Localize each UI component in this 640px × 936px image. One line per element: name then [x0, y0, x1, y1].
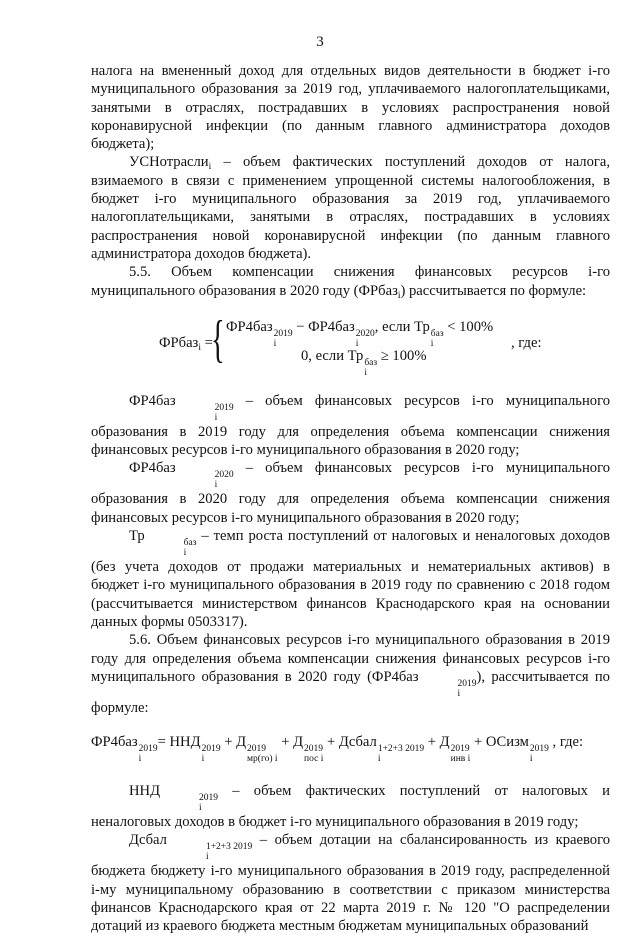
formula-case-2: 0, если Тр баз i ≥ 100% [301, 347, 427, 378]
paragraph-5-5 [91, 263, 610, 300]
paragraph-nnd: ННД 2019 i – объем фактических поступлений от налоговых и неналоговых доходов в бюджет i-го муниципального образования в 2019 году; [91, 783, 610, 831]
paragraph-trbaz: Тр баз i – темп роста поступлений от налоговых и неналоговых доходов (без учета доходов от продажи материальных и нематериальных активов) в бюджет i-го муниципального образования в 2019 году по сравнению с 2018 годом (рассчитывается министерством финансов Краснодарского края на основании данных формы 0503317). [91, 528, 610, 630]
paragraph-tax-continuation: налога на вмененный доход для отдельных видов деятельности в бюджет i-го муниципального образования за 2019 год, уплачиваемого налогоплательщиками, занятыми в отраслях, пострадавших в условиях распространения новой коронавирусной инфекции (по данным главного администратора доходов бюджета); [91, 63, 610, 153]
term-usnotrasli: УСНотрасли [129, 154, 209, 171]
text: 5.5. Объем компенсации снижения финансовых ресурсов i-го муниципального образования в 2020 году (ФРбаз [91, 264, 610, 299]
definition-text: – объем фактических поступлений доходов от налога, взимаемого в связи с применением упрощенной системы налогообложения, в бюджет i-го муниципального образования за 2019 год, уплачиваемого налогоплательщиками, занятыми в отраслях, пострадавших в условиях распространения новой коронавирусной инфекции (по данным главного администратора доходов бюджета). [91, 154, 610, 262]
document-body [91, 62, 610, 936]
paragraph-5-6: 5.6. Объем финансовых ресурсов i-го муниципального образования в 2019 году для определения объема компенсации снижения финансовых ресурсов i-го муниципального образования в 2020 году (ФР4баз 2019 i ), рассчитывается по формуле: [91, 632, 610, 716]
formula-fr4baz: ФР4баз 2019 i = ННД 2019 i + Д 2019 мр(го) i + Д 2019 пос i + Дсбал 1+2+3 2019 i + Д 2019 инв i + ОСизм 2019 i , где: [91, 734, 584, 765]
paragraph-usn-definition [91, 153, 610, 263]
text: ) рассчитывается по формуле: [400, 282, 587, 299]
brace-symbol: { [211, 310, 225, 368]
formula-where: , где: [511, 334, 542, 351]
paragraph-fr4baz-2020: ФР4баз 2020 i – объем финансовых ресурсов i-го муниципального образования в 2020 году для определения объема компенсации снижения финансовых ресурсов i-го муниципального образования в 2020 году; [91, 460, 610, 526]
paragraph-fr4baz-2019: ФР4баз 2019 i – объем финансовых ресурсов i-го муниципального образования в 2019 году для определения объема компенсации снижения финансовых ресурсов i-го муниципального образования в 2020 году; [91, 392, 610, 459]
paragraph-dsbal: Дсбал 1+2+3 2019 i – объем дотации на сбалансированность из краевого бюджета бюджету i-го муниципального образования в 2019 году, распределенной i-му муниципальному образованию в соответствии с приказом министерства финансов Краснодарского края от 22 марта 2019 г. № 120 "О распределении дотаций из краевого бюджета местным бюджетам муниципальных образований [91, 832, 610, 935]
formula-case-1: ФР4баз 2019 i − ФР4баз 2020 i , если Тр баз i < 100% [226, 318, 494, 349]
formula-frbaz [91, 310, 610, 378]
formula-lhs: ФРбаз$_i$ = [159, 334, 213, 353]
subscript: i [397, 290, 401, 301]
subscript: i [208, 162, 212, 173]
page-number: 3 [316, 34, 324, 50]
